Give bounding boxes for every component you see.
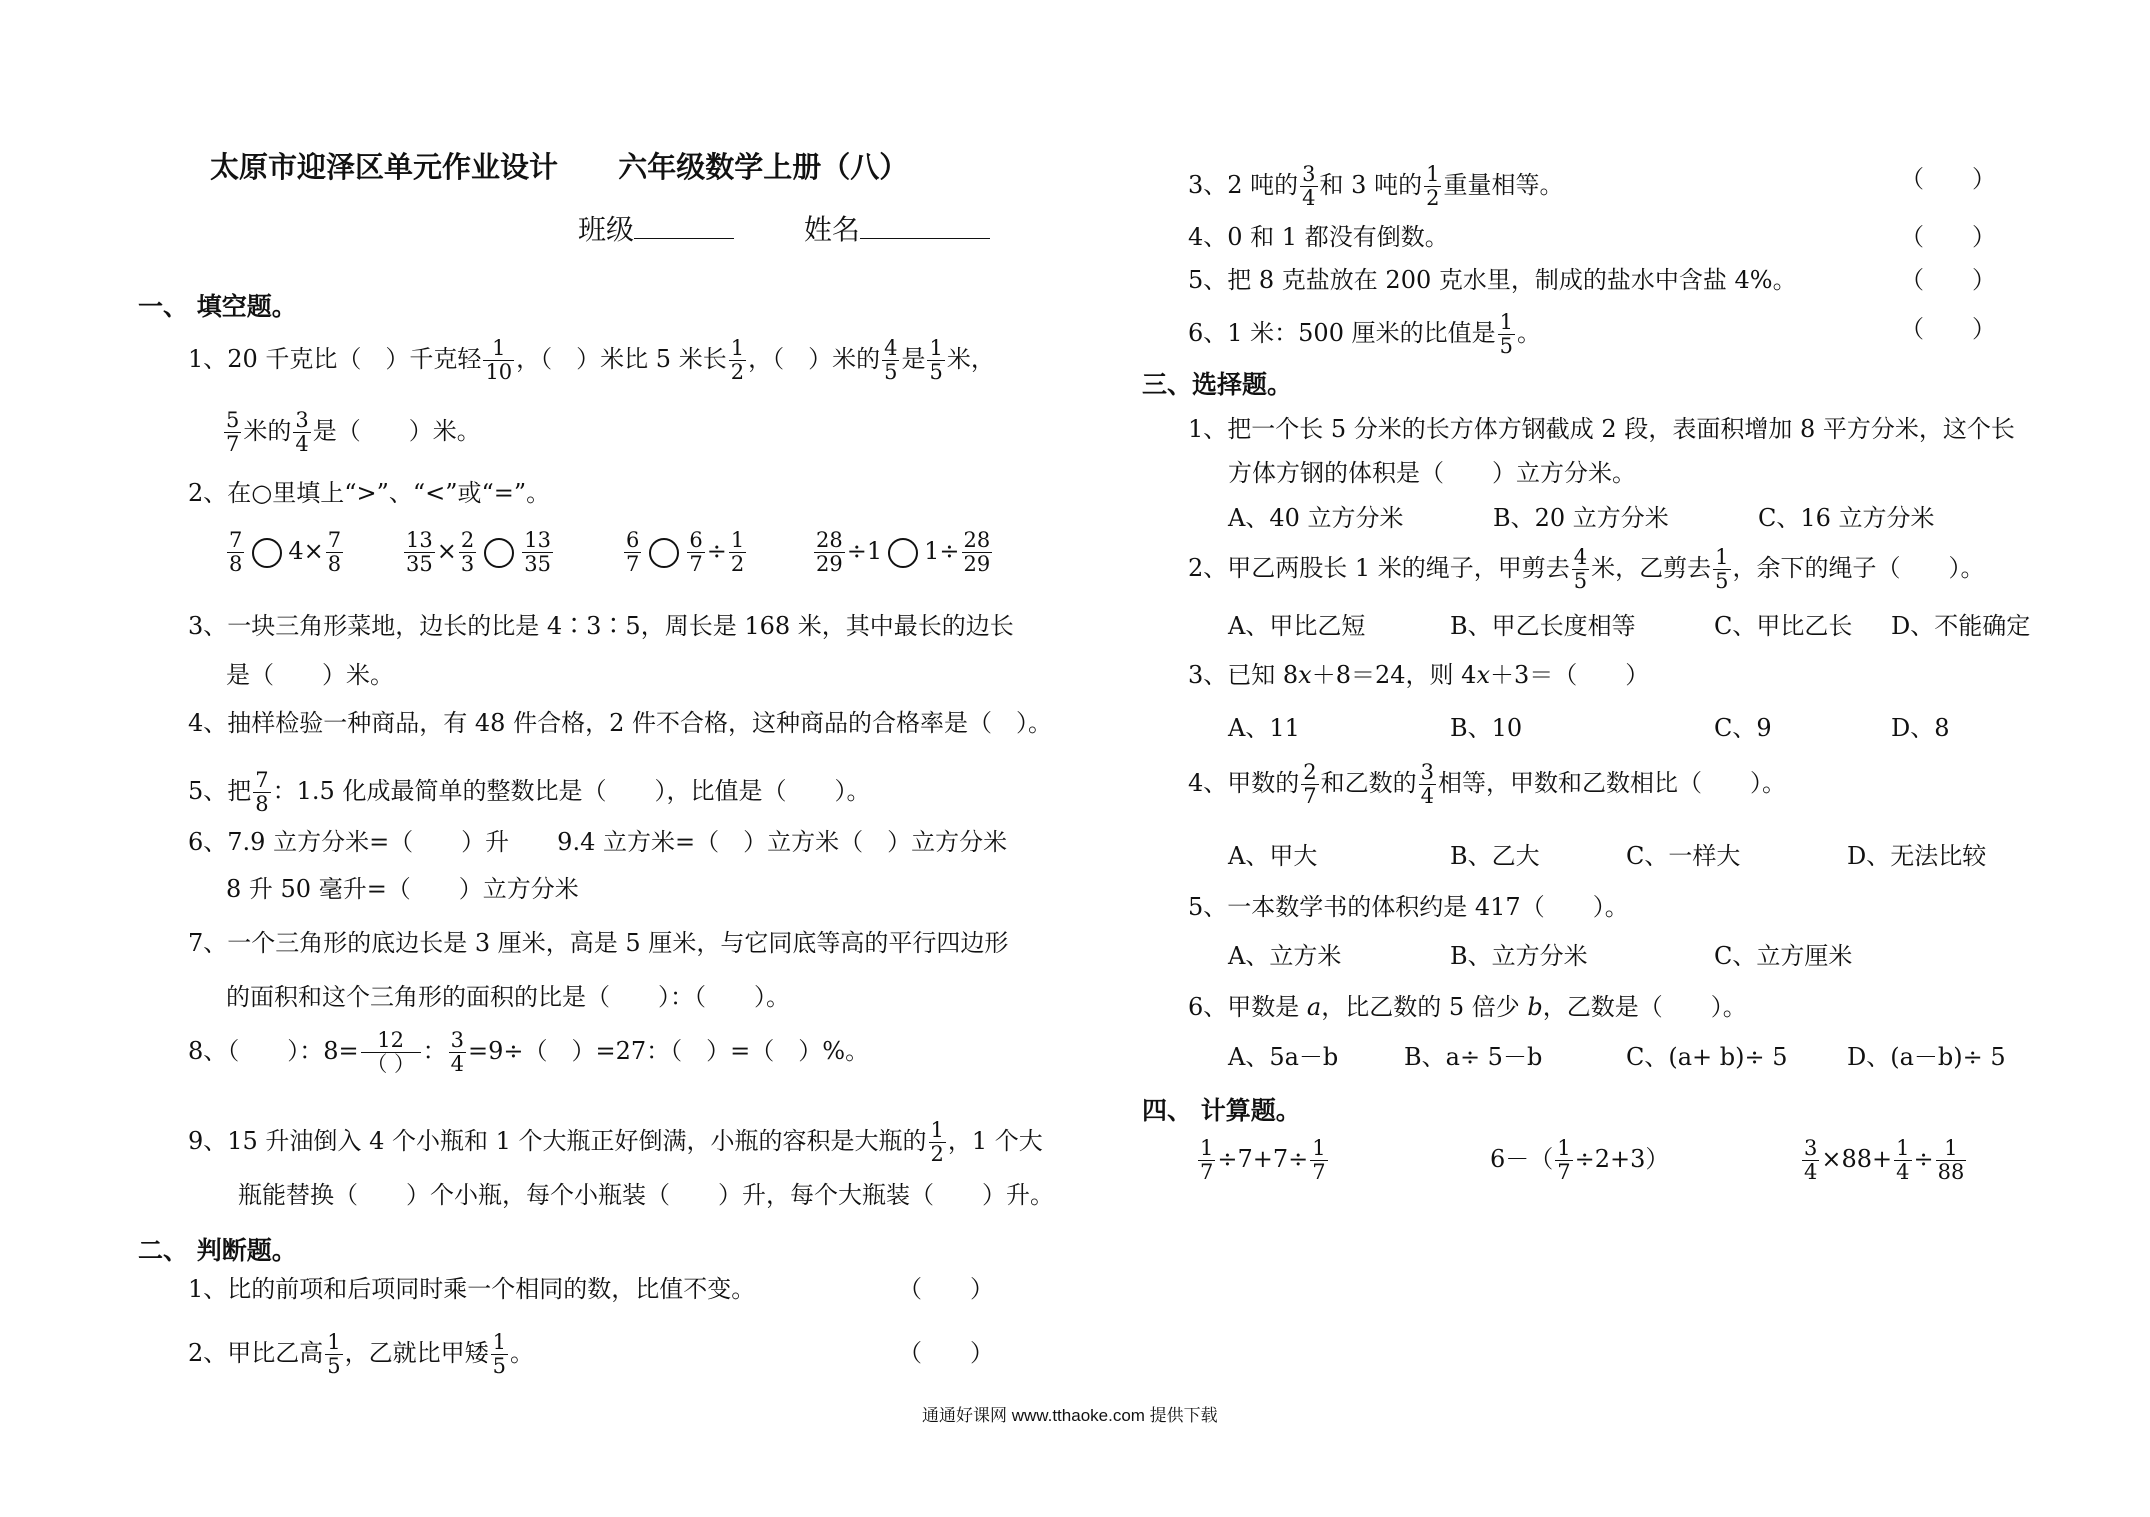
- numerator: 1: [1936, 1138, 1967, 1161]
- fraction: [687, 530, 704, 575]
- fraction: [729, 338, 746, 383]
- s3-q2-option-a[interactable]: A、甲比乙短: [1228, 612, 1366, 640]
- s1-question-9-line2: 瓶能替换（ ）个小瓶，每个小瓶装（ ）升，每个大瓶装（ ）升。: [238, 1181, 1054, 1209]
- numerator: 1: [929, 336, 943, 360]
- numerator: 6: [626, 528, 640, 552]
- s3-q4-option-c[interactable]: C、一样大: [1626, 842, 1741, 870]
- text: 相等，甲数和乙数相比（ ）。: [1438, 769, 1787, 797]
- denominator: 5: [1715, 569, 1729, 593]
- numerator: 1: [1312, 1136, 1326, 1160]
- denominator: 2: [730, 552, 745, 576]
- numerator: 3: [450, 1028, 465, 1052]
- denominator: 4: [1420, 784, 1435, 808]
- denominator: 7: [626, 552, 640, 576]
- text: 6－（: [1490, 1145, 1554, 1173]
- denominator: 5: [929, 360, 943, 384]
- s3-q1-option-a[interactable]: A、40 立方分米: [1228, 504, 1404, 532]
- student-info: [578, 214, 990, 245]
- s1-question-3-line2: 是（ ）米。: [226, 661, 394, 689]
- fraction: [1498, 312, 1515, 357]
- numerator: 3: [1420, 760, 1435, 784]
- text: ×: [436, 537, 457, 565]
- text: ×88+: [1821, 1145, 1893, 1173]
- fraction: [1198, 1138, 1215, 1183]
- numerator: 3: [1302, 162, 1316, 186]
- s1-question-7-line1: 7、一个三角形的底边长是 3 厘米，高是 5 厘米，与它同底等高的平行四边形: [188, 929, 1009, 957]
- s3-q5-option-c[interactable]: C、立方厘米: [1714, 942, 1853, 970]
- s3-q5-option-a[interactable]: A、立方米: [1228, 942, 1342, 970]
- denominator: 4: [450, 1052, 465, 1076]
- variable: x: [1298, 661, 1312, 689]
- name-blank[interactable]: [860, 214, 990, 239]
- denominator: 88: [1937, 1160, 1965, 1184]
- fraction: [483, 338, 514, 383]
- text: ，（ ）米的: [748, 345, 881, 373]
- text: 是（ ）米。: [312, 417, 481, 445]
- compare-circle-2[interactable]: [484, 538, 514, 568]
- fraction: [404, 530, 435, 575]
- section-1-title: 一、 填空题。: [138, 292, 297, 321]
- text: ÷1: [846, 537, 883, 565]
- s3-question-4: [1188, 762, 1786, 807]
- calc-expr-1: [1196, 1138, 1330, 1183]
- numerator: 1: [730, 336, 745, 360]
- numerator: 7: [229, 528, 243, 552]
- denominator: 35: [406, 552, 433, 576]
- denominator: 7: [1557, 1160, 1571, 1184]
- s1-question-5: [188, 770, 870, 815]
- denominator: 5: [492, 1354, 507, 1378]
- s3-q2-option-c[interactable]: C、甲比乙长: [1714, 612, 1853, 640]
- s3-q6-option-b[interactable]: B、a÷ 5－b: [1404, 1043, 1543, 1071]
- text: ＋3＝（ ）: [1489, 661, 1650, 689]
- numerator: 4: [884, 336, 898, 360]
- fraction: [227, 530, 244, 575]
- numerator: 1: [1557, 1136, 1571, 1160]
- s3-q5-option-b[interactable]: B、立方分米: [1450, 942, 1588, 970]
- s3-q6-option-c[interactable]: C、(a+ b)÷ 5: [1626, 1043, 1788, 1071]
- text: ÷: [706, 537, 727, 565]
- fraction: [459, 530, 476, 575]
- numerator: 1: [492, 1330, 507, 1354]
- text: ，余下的绳子（ ）。: [1732, 554, 1985, 582]
- s1-question-9-line1: [188, 1120, 1043, 1165]
- numerator: 3: [295, 408, 309, 432]
- s1-question-4: 4、抽样检验一种商品，有 48 件合格，2 件不合格，这种商品的合格率是（ ）。: [188, 709, 1052, 737]
- section-2-title: 二、 判断题。: [138, 1236, 297, 1265]
- variable: x: [1476, 661, 1490, 689]
- numerator: 4: [1573, 545, 1588, 569]
- fraction: [962, 530, 993, 575]
- fraction: [1555, 1138, 1572, 1183]
- text: 6、1 米：500 厘米的比值是: [1188, 319, 1496, 347]
- fraction: [729, 530, 746, 575]
- fraction: [224, 410, 241, 455]
- denominator: 4: [1896, 1160, 1910, 1184]
- text: 是: [901, 345, 926, 373]
- section-3-title: 三、选择题。: [1142, 370, 1293, 399]
- s3-q1-option-c[interactable]: C、16 立方分米: [1758, 504, 1935, 532]
- fraction: [1936, 1138, 1967, 1183]
- s2-question-5: 5、把 8 克盐放在 200 克水里，制成的盐水中含盐 4%。: [1188, 266, 1797, 294]
- numerator: 7: [327, 528, 342, 552]
- text: ÷7+7÷: [1217, 1145, 1309, 1173]
- section-4-title: 四、 计算题。: [1142, 1096, 1301, 1125]
- s3-q3-option-a[interactable]: A、11: [1228, 714, 1300, 742]
- text: ，（ ）米比 5 米长: [516, 345, 727, 373]
- compare-circle-4[interactable]: [888, 538, 918, 568]
- s3-question-1-line1: 1、把一个长 5 分米的长方体方钢截成 2 段，表面积增加 8 平方分米，这个长: [1188, 415, 2015, 443]
- denominator: 29: [816, 552, 843, 576]
- text: 米，乙剪去: [1591, 554, 1712, 582]
- text: ：1.5 化成最简单的整数比是（ ），比值是（ ）。: [272, 777, 871, 805]
- denominator: 7: [689, 552, 703, 576]
- compare-circle-3[interactable]: [649, 538, 679, 568]
- text: 2、甲比乙高: [188, 1339, 324, 1367]
- compare-circle-1[interactable]: [252, 538, 282, 568]
- s3-q3-option-b[interactable]: B、10: [1450, 714, 1523, 742]
- text: 米的: [243, 417, 292, 445]
- fraction: [927, 338, 944, 383]
- fraction: [624, 530, 641, 575]
- text: 3、已知 8: [1188, 661, 1299, 689]
- variable: b: [1527, 993, 1543, 1021]
- name-label: 姓名: [803, 213, 860, 246]
- fraction: [882, 338, 899, 383]
- s1-question-6-line2: 8 升 50 毫升=（ ）立方分米: [226, 875, 579, 903]
- denominator: 5: [884, 360, 898, 384]
- fraction: [361, 1030, 421, 1075]
- text: 重量相等。: [1443, 171, 1564, 199]
- text: 1、20 千克比（ ）千克轻: [188, 345, 482, 373]
- s3-q4-option-b[interactable]: B、乙大: [1450, 842, 1540, 870]
- text: 4×: [288, 537, 324, 565]
- s2-question-3: [1188, 164, 1563, 209]
- answer-paren[interactable]: （ ）: [1900, 223, 1996, 251]
- numerator: 1: [483, 338, 514, 361]
- fraction: [1713, 547, 1730, 592]
- denominator: 7: [1303, 784, 1317, 808]
- denominator: 8: [255, 792, 269, 816]
- denominator: 29: [963, 552, 991, 576]
- fraction: [1301, 762, 1318, 807]
- page-title: [210, 152, 908, 182]
- s1-question-7-line2: 的面积和这个三角形的面积的比是（ ）：（ ）。: [226, 983, 790, 1011]
- text: 米，: [946, 345, 995, 373]
- fraction: [326, 530, 343, 575]
- denominator: 7: [1312, 1160, 1326, 1184]
- numerator: 28: [963, 528, 991, 552]
- numerator: 1: [1715, 545, 1729, 569]
- fraction: [1894, 1138, 1911, 1183]
- denominator: 5: [1499, 334, 1513, 358]
- s3-q1-option-b[interactable]: B、20 立方分米: [1493, 504, 1669, 532]
- fraction: [1802, 1138, 1819, 1183]
- denominator: 10: [485, 360, 513, 384]
- s3-q6-option-d[interactable]: D、(a－b)÷ 5: [1847, 1043, 2006, 1071]
- text: 2、甲乙两股长 1 米的绳子，甲剪去: [1188, 554, 1570, 582]
- s1-question-1-line1: [188, 338, 995, 383]
- fraction: [1424, 164, 1441, 209]
- s1-question-8: [188, 1030, 869, 1075]
- numerator: 5: [226, 408, 240, 432]
- numerator: 1: [730, 528, 745, 552]
- numerator: 28: [816, 528, 843, 552]
- s1-question-1-line2: [222, 410, 481, 455]
- fraction: [929, 1120, 946, 1165]
- fraction: [293, 410, 310, 455]
- fraction: [449, 1030, 466, 1075]
- numerator: 2: [1303, 760, 1317, 784]
- s2-question-2: [188, 1332, 534, 1377]
- text: ÷: [1913, 1145, 1934, 1173]
- fraction: [1572, 547, 1589, 592]
- denominator: 8: [229, 552, 243, 576]
- numerator: 3: [1804, 1136, 1818, 1160]
- compare-expr-4: [812, 530, 994, 575]
- text: ，1 个大: [947, 1127, 1043, 1155]
- s3-question-3: [1188, 660, 1649, 690]
- s3-q2-option-b[interactable]: B、甲乙长度相等: [1450, 612, 1636, 640]
- s3-q4-option-d[interactable]: D、无法比较: [1847, 842, 1987, 870]
- denominator: （ ）: [366, 1052, 415, 1076]
- fraction: [253, 770, 270, 815]
- text: 1÷: [924, 537, 960, 565]
- answer-paren[interactable]: （ ）: [898, 1339, 994, 1367]
- s1-question-6-line1: 6、7.9 立方分米=（ ）升 9.4 立方米=（ ）立方米（ ）立方分米: [188, 828, 1008, 856]
- text: 3、2 吨的: [1188, 171, 1299, 199]
- compare-expr-2: [402, 530, 555, 575]
- s3-q3-option-c[interactable]: C、9: [1714, 714, 1772, 742]
- text: 和乙数的: [1320, 769, 1417, 797]
- fraction: [1300, 164, 1317, 209]
- numerator: 2: [460, 528, 475, 552]
- s2-question-1: 1、比的前项和后项同时乘一个相同的数，比值不变。: [188, 1275, 756, 1303]
- s2-question-6: [1188, 312, 1541, 357]
- denominator: 8: [327, 552, 342, 576]
- numerator: 1: [1896, 1136, 1910, 1160]
- denominator: 4: [295, 432, 309, 456]
- numerator: 7: [255, 768, 269, 792]
- s2-question-4: 4、0 和 1 都没有倒数。: [1188, 223, 1449, 251]
- s3-question-5: 5、一本数学书的体积约是 417（ ）。: [1188, 893, 1629, 921]
- numerator: 12: [361, 1030, 421, 1053]
- text: ，比乙数的 5 倍少: [1321, 993, 1528, 1021]
- text: 6、甲数是: [1188, 993, 1307, 1021]
- s3-q3-option-d[interactable]: D、8: [1891, 714, 1950, 742]
- numerator: 1: [327, 1330, 341, 1354]
- text: 5、把: [188, 777, 252, 805]
- text: ÷2+3）: [1574, 1145, 1670, 1173]
- denominator: 7: [1200, 1160, 1214, 1184]
- text: 。: [1516, 319, 1541, 347]
- s3-question-6: [1188, 992, 1747, 1022]
- text: ，乙数是（ ）。: [1542, 993, 1747, 1021]
- numerator: 6: [689, 528, 703, 552]
- fraction: [491, 1332, 508, 1377]
- denominator: 35: [524, 552, 551, 576]
- denominator: 2: [930, 1142, 944, 1166]
- numerator: 13: [406, 528, 433, 552]
- numerator: 1: [1499, 310, 1513, 334]
- numerator: 13: [524, 528, 551, 552]
- denominator: 7: [226, 432, 240, 456]
- answer-paren[interactable]: （ ）: [1900, 165, 1996, 193]
- subtitle-text: 六年级数学上册（八）: [618, 150, 909, 184]
- text: 。: [510, 1339, 535, 1367]
- answer-paren[interactable]: （ ）: [898, 1275, 994, 1303]
- s3-q4-option-a[interactable]: A、甲大: [1228, 842, 1318, 870]
- s1-question-2: 2、在○里填上“>”、“<”或“=”。: [188, 479, 551, 507]
- denominator: 2: [730, 360, 745, 384]
- text: 9、15 升油倒入 4 个小瓶和 1 个大瓶正好倒满，小瓶的容积是大瓶的: [188, 1127, 927, 1155]
- title-text: 太原市迎泽区单元作业设计: [210, 150, 559, 184]
- text: =9÷（ ）=27：（ ）=（ ）%。: [468, 1037, 870, 1065]
- compare-expr-3: [622, 530, 748, 575]
- text: 和 3 吨的: [1319, 171, 1423, 199]
- answer-paren[interactable]: （ ）: [1900, 315, 1996, 343]
- numerator: 1: [930, 1118, 944, 1142]
- numerator: 1: [1426, 162, 1440, 186]
- denominator: 5: [1573, 569, 1588, 593]
- text: ，乙就比甲矮: [344, 1339, 489, 1367]
- text: ＋8＝24，则 4: [1311, 661, 1477, 689]
- denominator: 4: [1302, 186, 1316, 210]
- fraction: [522, 530, 553, 575]
- text: 4、甲数的: [1188, 769, 1300, 797]
- s3-question-1-line2: 方体方钢的体积是（ ）立方分米。: [1228, 459, 1636, 487]
- fraction: [325, 1332, 342, 1377]
- compare-expr-1: [225, 530, 345, 575]
- calc-expr-3: [1800, 1138, 1968, 1183]
- denominator: 3: [460, 552, 475, 576]
- calc-expr-2: [1490, 1138, 1669, 1183]
- class-label: 班级: [578, 213, 635, 246]
- class-blank[interactable]: [634, 214, 734, 239]
- text: ：: [422, 1037, 447, 1065]
- s1-question-3-line1: 3、一块三角形菜地，边长的比是 4∶3∶5，周长是 168 米，其中最长的边长: [188, 612, 1014, 640]
- text: 8、（ ）：8=: [188, 1037, 359, 1065]
- s3-question-2: [1188, 547, 1985, 592]
- answer-paren[interactable]: （ ）: [1900, 266, 1996, 294]
- denominator: 5: [327, 1354, 341, 1378]
- numerator: 1: [1200, 1136, 1214, 1160]
- variable: a: [1306, 993, 1322, 1021]
- fraction: [1310, 1138, 1327, 1183]
- footer-watermark: 通通好课网 www.tthaoke.com 提供下载: [922, 1406, 1218, 1425]
- fraction: [1419, 762, 1436, 807]
- s3-q2-option-d[interactable]: D、不能确定: [1891, 612, 2031, 640]
- fraction: [814, 530, 845, 575]
- denominator: 4: [1804, 1160, 1818, 1184]
- denominator: 2: [1426, 186, 1440, 210]
- s3-q6-option-a[interactable]: A、5a－b: [1228, 1043, 1339, 1071]
